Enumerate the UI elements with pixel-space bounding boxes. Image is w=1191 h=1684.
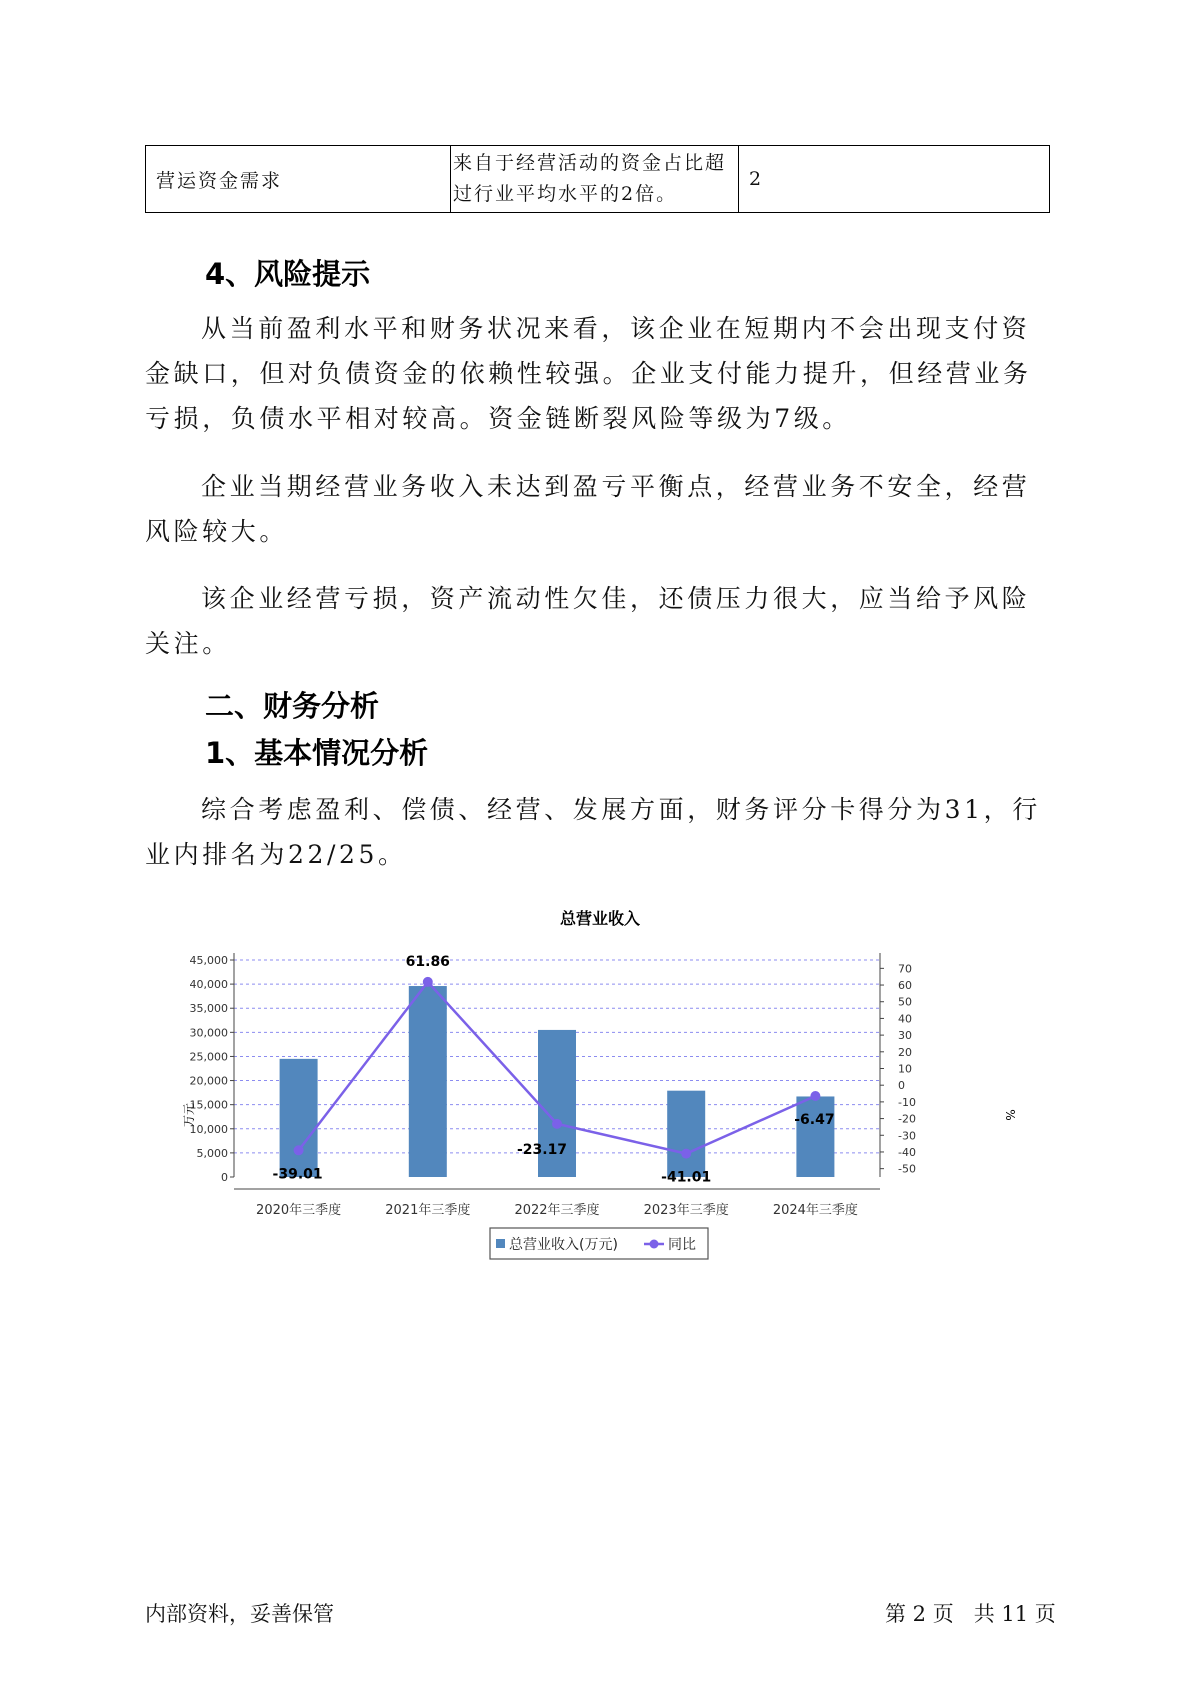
left-tick-label: 30,000 [189, 1026, 228, 1040]
footer-confidential: 内部资料，妥善保管 [145, 1602, 334, 1626]
risk-paragraph-1: 从当前盈利水平和财务状况来看，该企业在短期内不会出现支付资金缺口，但对负债资金的依赖性较强。企业支付能力提升，但经营业务亏损，负债水平相对较高。资金链断裂风险等级为7级。 [145, 314, 1032, 433]
left-tick-label: 45,000 [189, 954, 228, 967]
left-tick-label: 5,000 [196, 1146, 228, 1160]
indicator-score-cell: 2 [739, 146, 1050, 213]
yoy-point [294, 1145, 304, 1155]
x-tick-label: 2023年三季度 [643, 1203, 729, 1218]
yoy-data-label: -23.17 [516, 1141, 568, 1158]
right-tick-label: -20 [898, 1112, 916, 1126]
right-tick-label: 60 [898, 979, 912, 993]
left-tick-label: 10,000 [189, 1122, 228, 1136]
scorecard-table [145, 145, 1050, 213]
right-tick-label: -10 [898, 1095, 916, 1109]
left-tick-label: 25,000 [189, 1050, 228, 1064]
revenue-bar [796, 1096, 834, 1177]
chart-title: 总营业收入 [559, 909, 641, 928]
revenue-bar [280, 1059, 318, 1177]
left-tick-label: 20,000 [189, 1074, 228, 1088]
finance-heading: 二、财务分析 [205, 689, 380, 723]
basic-analysis-heading: 1、基本情况分析 [205, 736, 429, 770]
right-tick-label: 40 [898, 1012, 912, 1026]
left-tick-label: 35,000 [189, 1002, 228, 1016]
legend-line-label: 同比 [668, 1237, 696, 1253]
indicator-name-cell: 营运资金需求 [146, 146, 451, 213]
left-tick-label: 15,000 [189, 1098, 228, 1112]
yoy-data-label: -41.01 [661, 1169, 712, 1186]
legend-line-marker [650, 1240, 659, 1249]
right-axis-label: % [1003, 1109, 1017, 1121]
legend-bar-label: 总营业收入(万元) [509, 1237, 618, 1253]
yoy-point [810, 1091, 820, 1101]
risk-heading: 4、风险提示 [205, 257, 371, 291]
indicator-description-cell: 来自于经营活动的资金占比超过行业平均水平的2倍。 [451, 146, 739, 213]
yoy-point [423, 977, 433, 987]
x-tick-label: 2024年三季度 [772, 1203, 858, 1218]
table-row [146, 146, 1050, 213]
right-tick-label: 10 [898, 1062, 912, 1076]
yoy-data-label: -39.01 [272, 1166, 323, 1183]
yoy-point [681, 1149, 691, 1159]
left-axis-label: 万元 [182, 1102, 196, 1128]
x-tick-label: 2020年三季度 [256, 1203, 342, 1218]
yoy-data-label: 61.86 [405, 953, 450, 970]
right-tick-label: 70 [898, 962, 912, 976]
risk-paragraph-3: 该企业经营亏损，资产流动性欠佳，还债压力很大，应当给予风险关注。 [145, 584, 1031, 658]
revenue-bar [409, 986, 447, 1177]
x-tick-label: 2022年三季度 [514, 1203, 600, 1218]
right-tick-label: -30 [898, 1129, 916, 1143]
footer-page-number: 第 2 页 共 11 页 [885, 1602, 1056, 1626]
left-tick-label: 40,000 [189, 978, 228, 992]
risk-paragraph-2: 企业当期经营业务收入未达到盈亏平衡点，经营业务不安全，经营风险较大。 [145, 472, 1031, 546]
revenue-chart [170, 905, 1050, 1355]
right-tick-label: -50 [898, 1162, 916, 1176]
yoy-point [552, 1119, 562, 1129]
basic-analysis-paragraph: 综合考虑盈利、偿债、经营、发展方面，财务评分卡得分为31，行业内排名为22/25。 [145, 795, 1041, 869]
right-tick-label: 50 [898, 995, 912, 1009]
left-tick-label: 0 [221, 1171, 228, 1184]
x-tick-label: 2021年三季度 [385, 1203, 471, 1218]
chart-legend [490, 1228, 708, 1259]
legend-bar-swatch [496, 1239, 505, 1248]
right-tick-label: 0 [898, 1079, 905, 1093]
right-tick-label: 20 [898, 1045, 912, 1059]
revenue-bar [667, 1091, 705, 1177]
right-tick-label: -40 [898, 1145, 916, 1159]
right-tick-label: 30 [898, 1029, 912, 1043]
yoy-data-label: -6.47 [794, 1111, 835, 1128]
